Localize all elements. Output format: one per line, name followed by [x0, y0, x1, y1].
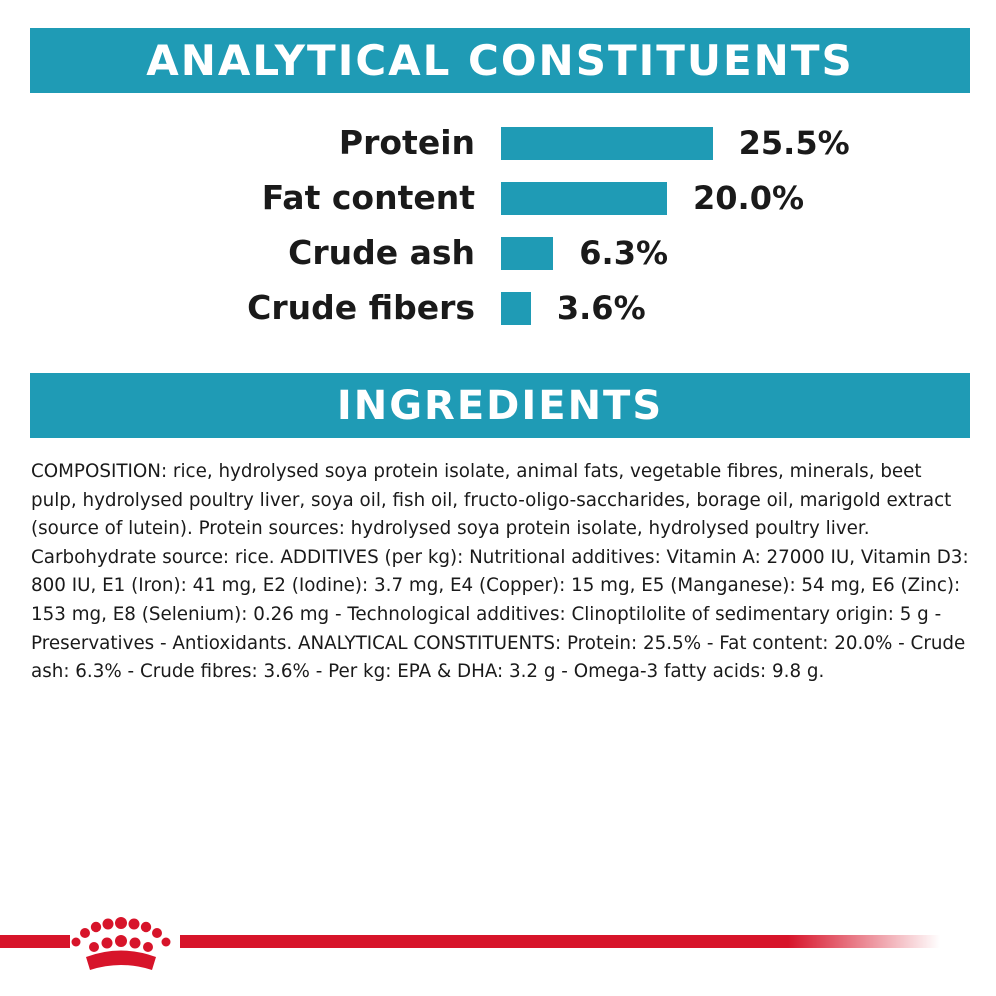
analytical-constituents-heading: ANALYTICAL CONSTITUENTS: [30, 28, 970, 93]
label-protein: Protein: [338, 123, 475, 162]
value-protein: 25.5%: [738, 124, 850, 162]
analytical-chart: [0, 0, 996, 360]
ingredients-text: COMPOSITION: rice, hydrolysed soya protein isolate, animal fats, vegetable fibres, minerals, beet pulp, hydrolysed poultry liver, soya oil, fish oil, fructo-oligo-saccharides, borage oil, marigold extract (source of lutein). Protein sources: hydrolysed soya protein isolate, hydrolysed poultry liver. Carbohydrate source: rice. ADDITIVES (per kg): Nutritional additives: Vitamin A: 27000 IU, Vitamin D3: 800 IU, E1 (Iron): 41 mg, E2 (Iodine): 3.7 mg, E4 (Copper): 15 mg, E5 (Manganese): 54 mg, E6 (Zinc): 153 mg, E8 (Selenium): 0.26 mg - Technological additives: Clinoptilolite of sedimentary origin: 5 g - Preservatives - Antioxidants. ANALYTICAL CONSTITUENTS: Protein: 25.5% - Fat content: 20.0% - Crude ash: 6.3% - Crude fibres: 3.6% - Per kg: EPA & DHA: 3.2 g - Omega-3 fatty acids: 9.8 g.: [31, 461, 969, 683]
bar-protein: [501, 127, 713, 160]
label-crude-ash: Crude ash: [288, 233, 475, 272]
label-fat-content: Fat content: [261, 178, 475, 217]
label-crude-fibers: Crude fibers: [247, 288, 475, 327]
value-crude-fibers: 3.6%: [556, 289, 646, 327]
footer-accent-line-right: [180, 935, 940, 948]
royal-crown-logo-icon: [68, 912, 174, 978]
value-fat-content: 20.0%: [693, 179, 805, 217]
bar-fat-content: [501, 182, 667, 215]
value-crude-ash: 6.3%: [579, 234, 669, 272]
ingredients-heading: INGREDIENTS: [30, 373, 970, 438]
footer-accent-line-left: [0, 935, 70, 948]
bar-crude-ash: [501, 237, 553, 270]
bar-crude-fibers: [501, 292, 531, 325]
